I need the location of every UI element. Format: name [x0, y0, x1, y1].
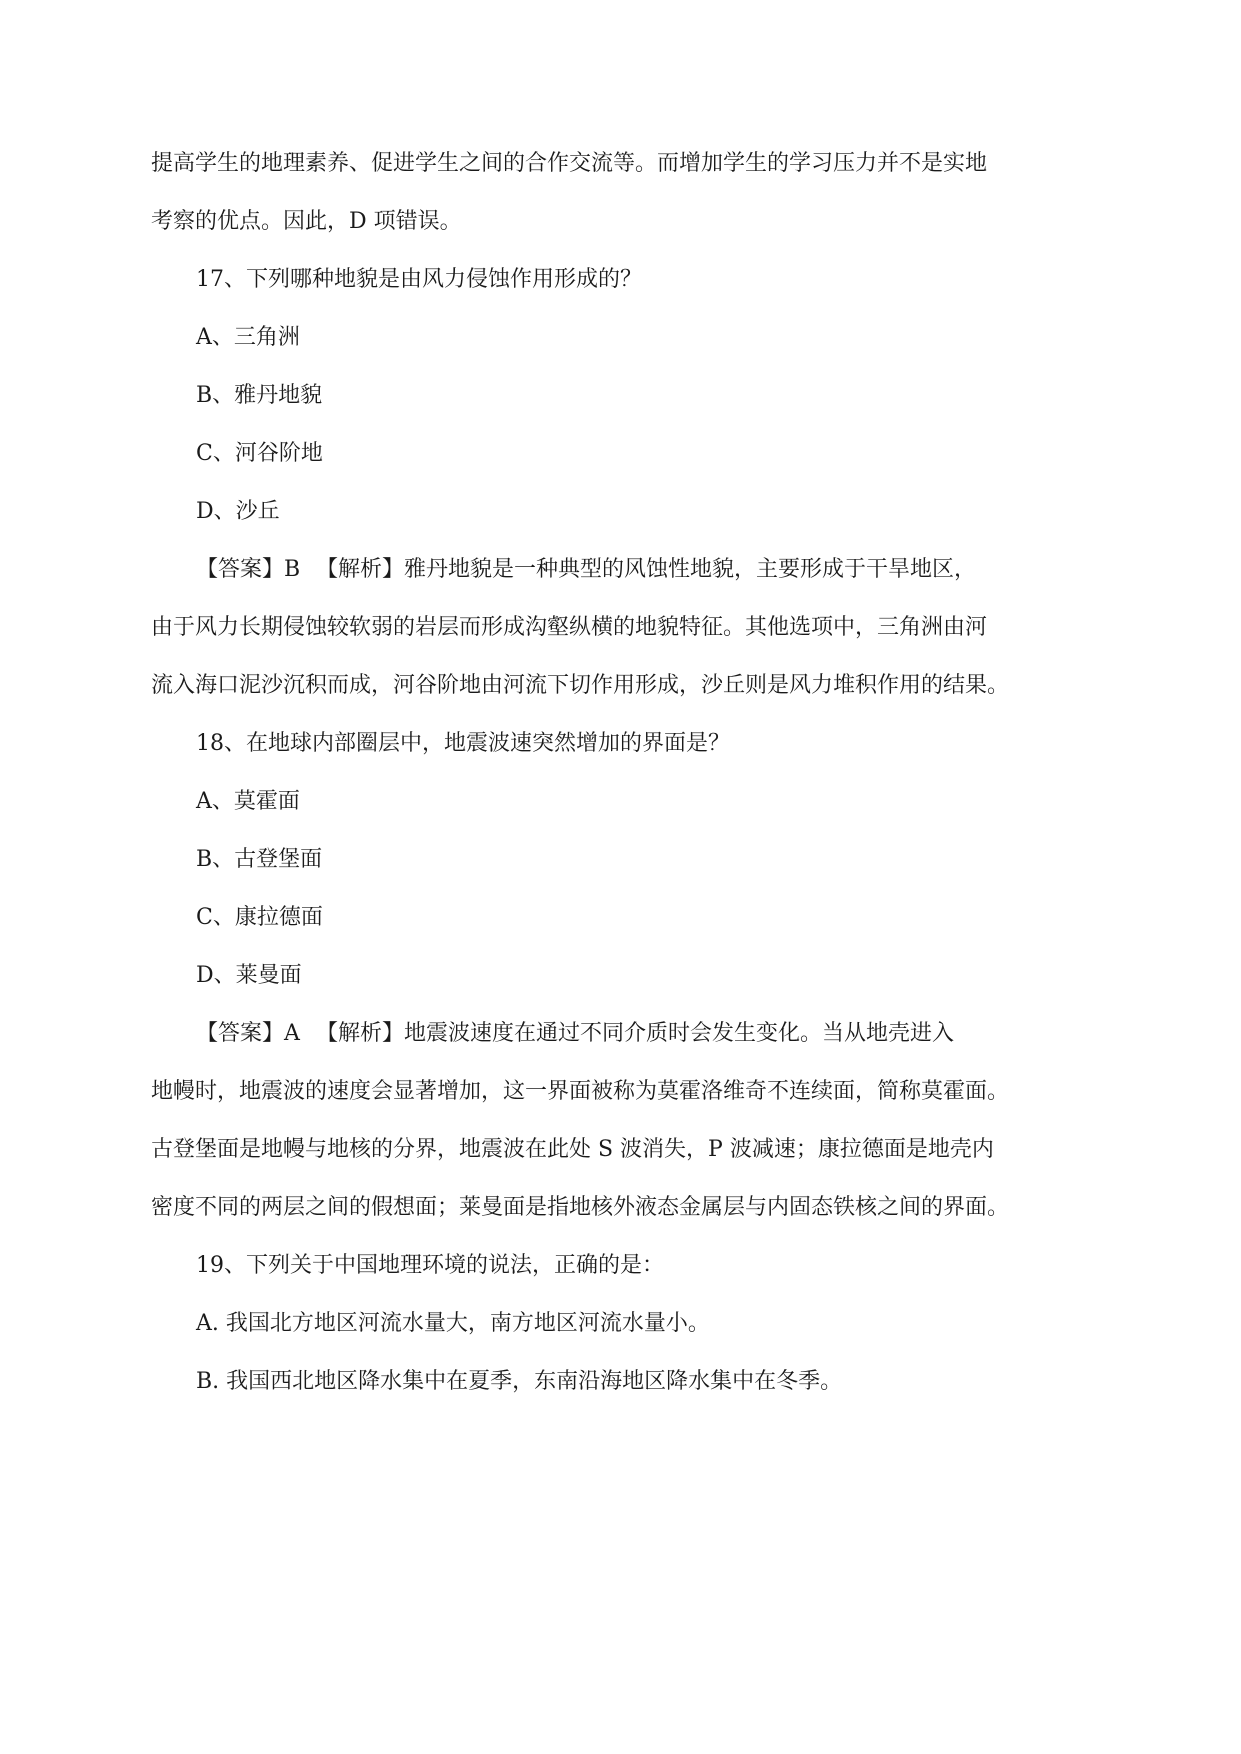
q18-analysis-line-2: 地幔时，地震波的速度会显著增加，这一界面被称为莫霍洛维奇不连续面，简称莫霍面。: [151, 1079, 1010, 1104]
q17-option-b: B、雅丹地貌: [196, 383, 323, 408]
q18-analysis-line-4: 密度不同的两层之间的假想面；莱曼面是指地核外液态金属层与内固态铁核之间的界面。: [151, 1195, 1010, 1220]
q17-option-a: A、三角洲: [196, 325, 300, 350]
q18-answer-line: [196, 1018, 954, 1050]
q17-answer-line: [196, 554, 976, 586]
q17-answer: 【答案】B: [196, 557, 301, 582]
q17-option-d: D、沙丘: [196, 499, 280, 524]
q17-analysis-start: 【解析】雅丹地貌是一种典型的风蚀性地貌，主要形成于干旱地区，: [316, 557, 977, 582]
q18-answer: 【答案】A: [196, 1021, 300, 1046]
q17-option-c: C、河谷阶地: [196, 441, 323, 466]
q18-option-d: D、莱曼面: [196, 963, 302, 988]
question-19: 19、下列关于中国地理环境的说法，正确的是：: [196, 1253, 664, 1278]
q18-analysis-line-3: 古登堡面是地幔与地核的分界，地震波在此处 S 波消失，P 波减速；康拉德面是地壳内: [151, 1137, 994, 1162]
q17-analysis-line-2: 由于风力长期侵蚀较软弱的岩层而形成沟壑纵横的地貌特征。其他选项中，三角洲由河: [151, 615, 988, 640]
question-17: 17、下列哪种地貌是由风力侵蚀作用形成的？: [196, 267, 642, 292]
q17-analysis-line-3: 流入海口泥沙沉积而成，河谷阶地由河流下切作用形成，沙丘则是风力堆积作用的结果。: [151, 673, 1010, 698]
q18-analysis-start: 【解析】地震波速度在通过不同介质时会发生变化。当从地壳进入: [316, 1021, 955, 1046]
q18-option-b: B、古登堡面: [196, 847, 323, 872]
intro-line-1: 提高学生的地理素养、促进学生之间的合作交流等。而增加学生的学习压力并不是实地: [151, 151, 988, 176]
question-18: 18、在地球内部圈层中，地震波速突然增加的界面是？: [196, 731, 730, 756]
q19-option-a: A. 我国北方地区河流水量大，南方地区河流水量小。: [196, 1311, 710, 1336]
q18-option-a: A、莫霍面: [196, 789, 300, 814]
intro-line-2: 考察的优点。因此，D 项错误。: [151, 209, 462, 234]
q18-option-c: C、康拉德面: [196, 905, 323, 930]
q19-option-b: B. 我国西北地区降水集中在夏季，东南沿海地区降水集中在冬季。: [196, 1369, 843, 1394]
